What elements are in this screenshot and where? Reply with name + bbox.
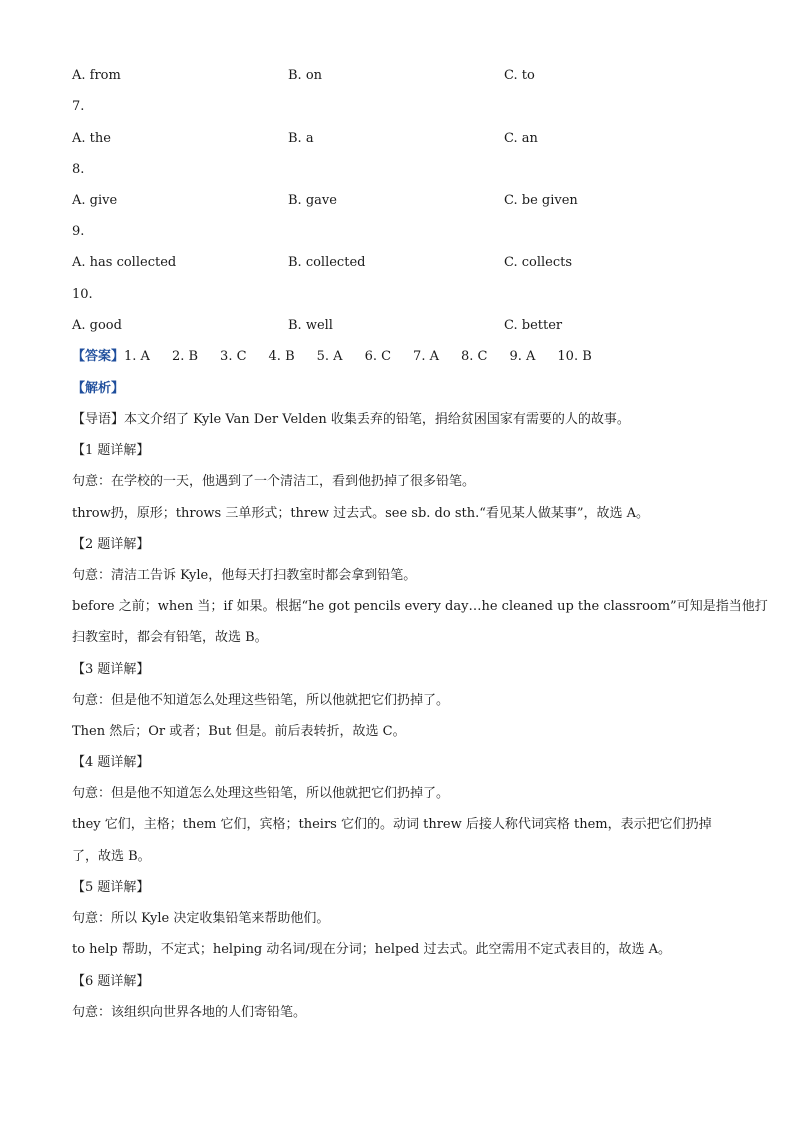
detail-explanation: 了，故选 B。 bbox=[72, 849, 151, 864]
option-b: B. on bbox=[288, 68, 323, 83]
intro-paragraph bbox=[72, 410, 732, 430]
answer-item: 6. C bbox=[364, 349, 392, 364]
detail-explanation: 扫教室时，都会有铅笔，故选 B。 bbox=[72, 630, 268, 645]
answer-item: 5. A bbox=[316, 349, 343, 364]
answer-label: 【答案】 bbox=[72, 349, 125, 364]
detail-heading: 【1 题详解】 bbox=[72, 443, 150, 458]
question-number: 10. bbox=[72, 287, 93, 302]
option-b: B. a bbox=[288, 131, 314, 146]
analysis-heading bbox=[72, 379, 732, 399]
detail-heading: 【5 题详解】 bbox=[72, 880, 150, 895]
answer-item: 3. C bbox=[220, 349, 247, 364]
detail-heading: 【6 题详解】 bbox=[72, 974, 150, 989]
answer-item: 7. A bbox=[413, 349, 439, 364]
intro-label: 【导语】 bbox=[72, 412, 125, 427]
option-b: B. well bbox=[288, 318, 333, 333]
answer-item: 8. C bbox=[460, 349, 488, 364]
option-a: A. from bbox=[72, 68, 121, 83]
option-c: C. collects bbox=[504, 255, 573, 270]
option-a: A. the bbox=[72, 131, 111, 146]
answer-key bbox=[72, 347, 732, 367]
option-c: C. better bbox=[504, 318, 563, 333]
option-a: A. has collected bbox=[72, 255, 177, 270]
question-number: 7. bbox=[72, 99, 85, 114]
answer-item: 4. B bbox=[268, 349, 295, 364]
detail-heading: 【2 题详解】 bbox=[72, 537, 150, 552]
answer-item: 10. B bbox=[557, 349, 592, 364]
option-c: C. an bbox=[504, 131, 538, 146]
analysis-label: 【解析】 bbox=[72, 381, 125, 396]
detail-explanation: to help 帮助，不定式；helping 动名词/现在分词；helped 过去式。此空需用不定式表目的，故选 A。 bbox=[72, 942, 671, 957]
detail-meaning: 句意：但是他不知道怎么处理这些铅笔，所以他就把它们扔掉了。 bbox=[72, 693, 450, 708]
question-number: 9. bbox=[72, 224, 85, 239]
option-b: B. collected bbox=[288, 255, 366, 270]
detail-meaning: 句意：在学校的一天，他遇到了一个清洁工，看到他扔掉了很多铅笔。 bbox=[72, 474, 476, 489]
intro-text: 本文介绍了 Kyle Van Der Velden 收集丢弃的铅笔，捐给贫困国家有需要的人的故事。 bbox=[124, 412, 630, 427]
answer-item: 1. A bbox=[124, 349, 150, 364]
option-c: C. be given bbox=[504, 193, 578, 208]
detail-meaning: 句意：清洁工告诉 Kyle，他每天打扫教室时都会拿到铅笔。 bbox=[72, 568, 417, 583]
detail-explanation: before 之前；when 当；if 如果。根据“he got pencils every day…he cleaned up the classroom”可知是指当他打 bbox=[72, 599, 768, 614]
detail-explanation: they 它们，主格；them 它们，宾格；theirs 它们的。动词 threw 后接人称代词宾格 them，表示把它们扔掉 bbox=[72, 817, 712, 832]
question-number: 8. bbox=[72, 162, 85, 177]
detail-explanation: Then 然后；Or 或者；But 但是。前后表转折，故选 C。 bbox=[72, 724, 406, 739]
detail-explanation: throw扔，原形；throws 三单形式；threw 过去式。see sb. do sth.“看见某人做某事”，故选 A。 bbox=[72, 506, 650, 521]
answer-item: 9. A bbox=[509, 349, 536, 364]
option-c: C. to bbox=[504, 68, 535, 83]
option-b: B. gave bbox=[288, 193, 337, 208]
detail-meaning: 句意：所以 Kyle 决定收集铅笔来帮助他们。 bbox=[72, 911, 330, 926]
detail-heading: 【3 题详解】 bbox=[72, 662, 150, 677]
detail-heading: 【4 题详解】 bbox=[72, 755, 150, 770]
detail-meaning: 句意：但是他不知道怎么处理这些铅笔，所以他就把它们扔掉了。 bbox=[72, 786, 450, 801]
detail-meaning: 句意：该组织向世界各地的人们寄铅笔。 bbox=[72, 1005, 307, 1020]
option-a: A. good bbox=[72, 318, 122, 333]
option-a: A. give bbox=[72, 193, 118, 208]
answer-item: 2. B bbox=[171, 349, 199, 364]
